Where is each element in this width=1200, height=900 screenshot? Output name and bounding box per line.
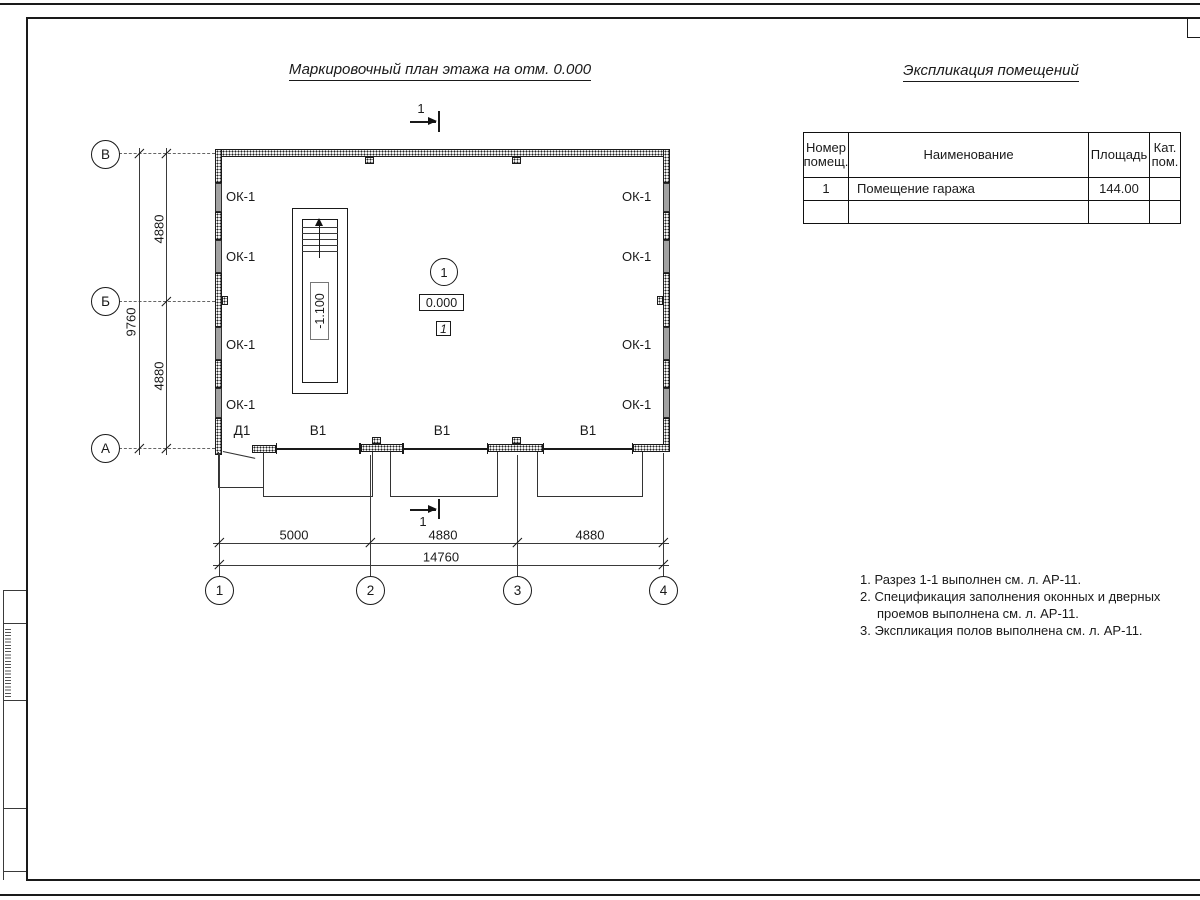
note-item: 1. Разрез 1-1 выполнен см. л. АР-11. <box>860 572 1082 587</box>
axis-circle-b <box>91 287 120 316</box>
schedule-header-category: Кат. пом. <box>1150 133 1180 178</box>
axis-circle-v <box>91 140 120 169</box>
section-arrow-icon <box>428 117 437 125</box>
bottom-wall-pier <box>488 444 543 452</box>
frame-left <box>26 17 28 881</box>
right-wall-pier <box>663 360 670 388</box>
stamp-strip-divider <box>3 700 26 701</box>
gate-leaf-line <box>404 448 487 450</box>
pit-stair-direction-line <box>319 226 320 258</box>
window-segment <box>663 183 670 212</box>
door-platform <box>218 452 263 488</box>
schedule-cell-area <box>1089 201 1150 223</box>
window-segment <box>215 183 222 212</box>
dim-label: 4880 <box>575 527 605 543</box>
axis-label: В <box>100 147 110 162</box>
pilaster <box>657 296 663 305</box>
right-wall-pier <box>663 273 670 327</box>
dim-label: 14760 <box>422 549 460 565</box>
axis-line-1 <box>219 453 220 576</box>
room-number: 1 <box>440 264 448 280</box>
schedule-title: Экспликация помещений <box>870 62 1112 79</box>
window-label: ОК-1 <box>226 397 256 412</box>
dim-line-left-total <box>139 148 140 455</box>
window-label: ОК-1 <box>226 337 256 352</box>
axis-label: 4 <box>659 583 668 598</box>
gate-label: В1 <box>579 423 597 438</box>
pilaster <box>512 157 521 164</box>
stamp-strip-divider <box>3 808 26 809</box>
axis-label: 3 <box>513 583 522 598</box>
left-wall-pier <box>215 418 222 455</box>
schedule-header-area: Площадь <box>1089 133 1150 178</box>
axis-circle-4 <box>649 576 678 605</box>
window-label: ОК-1 <box>226 249 256 264</box>
right-wall-pier <box>663 149 670 183</box>
pilaster <box>512 437 521 444</box>
axis-label: 2 <box>366 583 375 598</box>
axis-label: А <box>100 441 110 456</box>
notes-block <box>860 571 1162 640</box>
axis-circle-3 <box>503 576 532 605</box>
stair-up-arrow-icon <box>315 218 323 226</box>
top-wall <box>215 149 670 157</box>
paper-bottom-edge <box>0 894 1200 896</box>
dim-label: 5000 <box>279 527 309 543</box>
stamp-sidebar-text <box>5 627 11 697</box>
door-label: Д1 <box>233 423 251 438</box>
window-label: ОК-1 <box>622 189 652 204</box>
room-schedule-table <box>803 132 1181 224</box>
schedule-cell-category <box>1150 201 1180 223</box>
window-label: ОК-1 <box>622 249 652 264</box>
frame-bottom <box>26 879 1200 881</box>
floor-level-box <box>419 294 464 311</box>
schedule-cell-number: 1 <box>804 178 849 201</box>
section-mark-tick <box>438 499 440 519</box>
axis-label: Б <box>101 294 110 309</box>
floor-type-label: 1 <box>440 321 447 336</box>
dim-line-bottom-total <box>213 565 669 566</box>
window-segment <box>215 327 222 360</box>
dim-line-bottom-segments <box>213 543 669 544</box>
window-label: ОК-1 <box>622 397 652 412</box>
bottom-wall-pier <box>361 444 403 452</box>
window-segment <box>215 240 222 273</box>
schedule-cell-area: 144.00 <box>1089 178 1150 201</box>
window-segment <box>663 388 670 418</box>
section-mark-label: 1 <box>419 514 427 529</box>
window-label: ОК-1 <box>622 337 652 352</box>
section-mark-tick <box>438 111 440 132</box>
section-arrow-icon <box>428 505 437 513</box>
dim-label: 9760 <box>123 307 139 337</box>
pilaster <box>222 296 228 305</box>
axis-circle-1 <box>205 576 234 605</box>
schedule-cell-name: Помещение гаража <box>849 178 1089 201</box>
right-wall-pier <box>663 212 670 240</box>
dim-label: 4880 <box>151 214 167 244</box>
schedule-cell-name <box>849 201 1089 223</box>
axis-line-4 <box>663 453 664 576</box>
axis-label: 1 <box>215 583 224 598</box>
section-mark-label: 1 <box>417 101 425 116</box>
gate-label: В1 <box>309 423 327 438</box>
floor-level-label: 0.000 <box>425 295 458 310</box>
window-segment <box>215 388 222 418</box>
pilaster <box>372 437 381 444</box>
frame-top <box>26 17 1200 19</box>
gate-leaf-line <box>544 448 632 450</box>
schedule-header-name: Наименование <box>849 133 1089 178</box>
stamp-strip-divider <box>3 590 26 591</box>
window-label: ОК-1 <box>226 189 256 204</box>
note-item: 3. Экспликация полов выполнена см. л. АР-11. <box>860 623 1143 639</box>
schedule-cell-number <box>804 201 849 223</box>
frame-corner-box <box>1187 18 1200 38</box>
axis-line-3 <box>517 455 518 576</box>
left-wall-pier <box>215 212 222 240</box>
floor-type-marker <box>436 321 451 336</box>
gate-apron <box>263 452 373 497</box>
paper-top-edge <box>0 3 1200 5</box>
axis-line-2 <box>370 455 371 576</box>
pit-level-label: -1.100 <box>312 293 327 329</box>
pilaster <box>365 157 374 164</box>
stamp-strip-divider <box>3 623 26 624</box>
schedule-header-number: Номер помещ. <box>804 133 849 178</box>
window-segment <box>663 240 670 273</box>
bottom-wall-pier <box>633 444 670 452</box>
stamp-strip-divider <box>3 871 26 872</box>
axis-circle-2 <box>356 576 385 605</box>
dim-label: 4880 <box>428 527 458 543</box>
left-wall-pier <box>215 273 222 327</box>
gate-label: В1 <box>433 423 451 438</box>
note-item: 2. Спецификация заполнения оконных и дверных проемов выполнена см. л. АР-11. <box>860 589 1161 622</box>
axis-circle-a <box>91 434 120 463</box>
plan-title: Маркировочный план этажа на отм. 0.000 <box>250 61 630 78</box>
dim-label: 4880 <box>151 361 167 391</box>
gate-leaf-line <box>277 448 360 450</box>
window-segment <box>663 327 670 360</box>
gate-apron <box>390 452 498 497</box>
room-number-circle <box>430 258 458 286</box>
left-wall-pier <box>215 360 222 388</box>
gate-apron <box>537 452 643 497</box>
stamp-strip-outer-line <box>3 590 4 880</box>
schedule-cell-category <box>1150 178 1180 201</box>
left-wall-pier <box>215 149 222 183</box>
